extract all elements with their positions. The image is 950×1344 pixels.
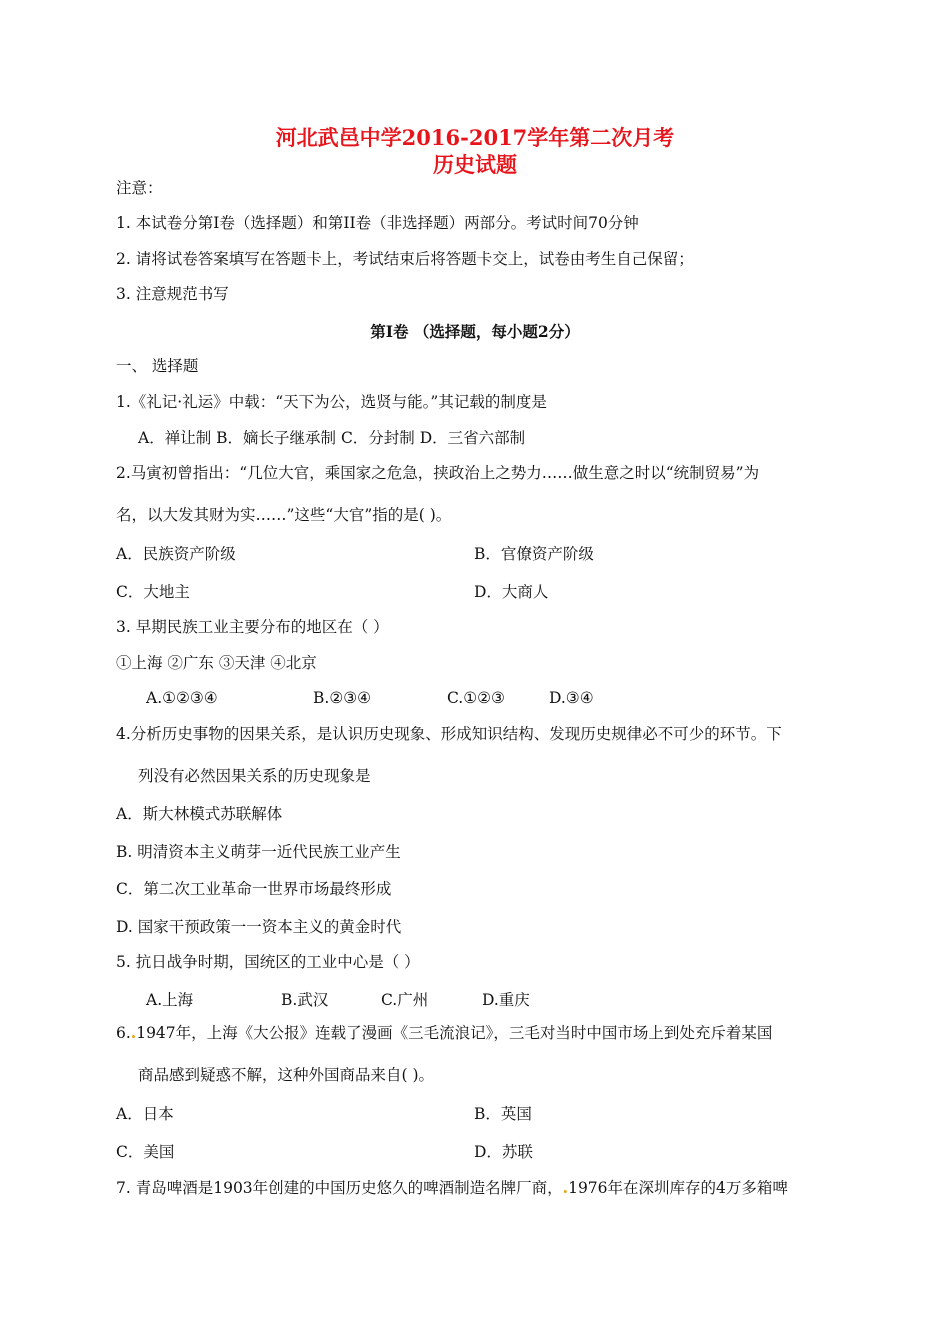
question-6-option-c: C．美国	[116, 1143, 175, 1161]
section-title: 第I卷 （选择题，每小题2分）	[370, 322, 580, 341]
question-1-options: A．禅让制 B．嫡长子继承制 C．分封制 D．三省六部制	[138, 429, 526, 447]
question-7-text-a: 7. 青岛啤酒是1903年创建的中国历史悠久的啤酒制造名牌厂商，	[116, 1179, 563, 1197]
question-2-stem-line2: 名，以大发其财为实……”这些“大官”指的是( )。	[116, 506, 452, 524]
question-5-option-d: D.重庆	[482, 991, 530, 1009]
question-6-stem-line1	[116, 1023, 772, 1043]
question-3-option-b: B.②③④	[313, 689, 372, 707]
question-4-option-a: A．斯大林模式苏联解体	[116, 805, 283, 823]
question-6-option-a: A．日本	[116, 1105, 174, 1123]
question-7-stem-line1	[116, 1178, 788, 1198]
question-2-option-b: B．官僚资产阶级	[474, 545, 594, 563]
notice-label: 注意：	[116, 179, 163, 197]
question-4-stem-line1: 4.分析历史事物的因果关系，是认识历史现象、形成知识结构、发现历史规律必不可少的环节。下	[116, 725, 782, 743]
question-5-stem: 5. 抗日战争时期，国统区的工业中心是（ ）	[116, 953, 420, 971]
question-4-option-b: B. 明清资本主义萌芽一近代民族工业产生	[116, 843, 401, 861]
question-3-option-c: C.①②③	[447, 689, 505, 707]
notice-item-1: 1. 本试卷分第I卷（选择题）和第II卷（非选择题）两部分。考试时间70分钟	[116, 214, 639, 232]
question-6-mark: .	[130, 1023, 137, 1042]
question-5-option-b: B.武汉	[281, 991, 329, 1009]
part-heading: 一、 选择题	[116, 357, 199, 375]
exam-subtitle: 历史试题	[433, 152, 517, 177]
question-2-option-d: D．大商人	[474, 583, 549, 601]
question-3-items: ①上海 ②广东 ③天津 ④北京	[116, 654, 317, 672]
question-6-number: 6.	[116, 1024, 131, 1042]
question-2-stem-line1: 2.马寅初曾指出：“几位大官，乘国家之危急，挟政治上之势力……做生意之时以“统制贸易”为	[116, 464, 760, 482]
question-3-stem: 3. 早期民族工业主要分布的地区在（ ）	[116, 618, 389, 636]
question-4-option-d: D. 国家干预政策一一资本主义的黄金时代	[116, 918, 402, 936]
question-5-option-c: C.广州	[381, 991, 429, 1009]
question-5-option-a: A.上海	[146, 991, 194, 1009]
question-6-option-b: B．英国	[474, 1105, 532, 1123]
question-2-option-c: C．大地主	[116, 583, 190, 601]
exam-title: 河北武邑中学2016-2017学年第二次月考	[275, 125, 675, 150]
question-6-option-d: D．苏联	[474, 1143, 533, 1161]
question-3-option-d: D.③④	[549, 689, 594, 707]
question-6-stem-line2: 商品感到疑惑不解，这种外国商品来自( )。	[138, 1066, 435, 1084]
question-4-option-c: C．第二次工业革命一世界市场最终形成	[116, 880, 392, 898]
question-3-option-a: A.①②③④	[146, 689, 218, 707]
notice-item-3: 3. 注意规范书写	[116, 285, 229, 303]
question-6-text: 1947年，上海《大公报》连载了漫画《三毛流浪记》，三毛对当时中国市场上到处充斥着某国	[136, 1024, 773, 1042]
question-1-stem: 1.《礼记·礼运》中载：“天下为公，选贤与能。”其记载的制度是	[116, 393, 547, 411]
question-7-text-b: 1976年在深圳库存的4万多箱啤	[568, 1179, 788, 1197]
notice-item-2: 2. 请将试卷答案填写在答题卡上，考试结束后将答题卡交上，试卷由考生自己保留；	[116, 250, 694, 268]
question-4-stem-line2: 列没有必然因果关系的历史现象是	[138, 767, 371, 785]
question-7-mark: .	[562, 1178, 569, 1197]
question-2-option-a: A．民族资产阶级	[116, 545, 236, 563]
